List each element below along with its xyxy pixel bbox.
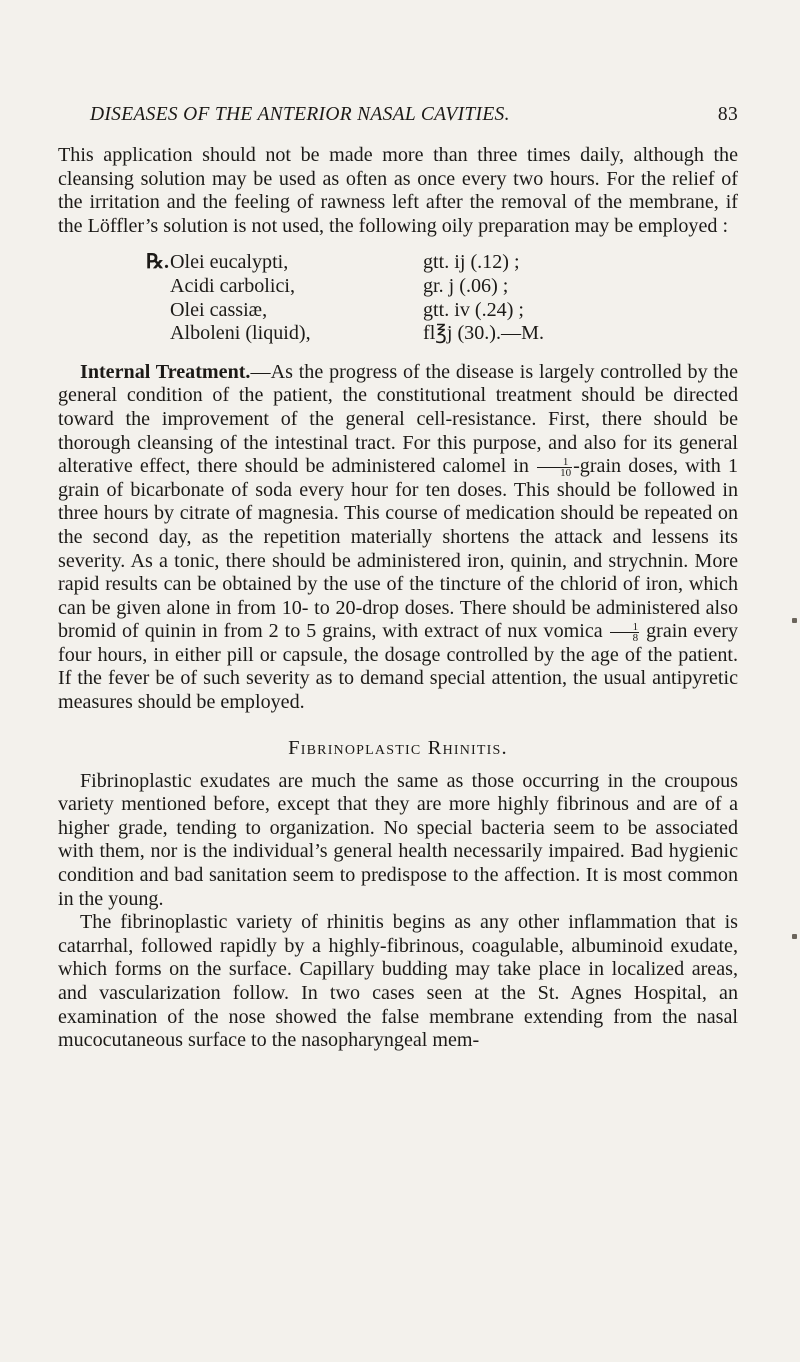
recipe-symbol: ℞. <box>146 251 170 274</box>
ingredient-quantity: gtt. iv (.24) ; <box>423 298 525 321</box>
ingredient-name: Olei cassiæ, <box>170 298 268 321</box>
page-number: 83 <box>717 104 738 125</box>
internal-treatment-heading: Internal Treatment. <box>80 360 251 383</box>
ingredient-name: Olei eucalypti, <box>170 251 289 274</box>
internal-treatment-text-2: -grain doses, with 1 grain of bicarbonate of soda every hour for ten doses. This should be followed in three hours by citrate of magnesia. This course of medication should be repeated on the second day, as the repetition materially shortens the attack and lessens its severity. As a tonic, there should be administered iron, quinin, and strychnin. More rapid results can be obtained by the use of the tincture of the chlorid of iron, which can be given alone in from 10- to 20-drop doses. There should be administered also bromid of quinin in from 2 to 5 grains, with extract of nux vomica <box>58 455 738 643</box>
page-edge-mark <box>792 618 797 623</box>
prescription-line <box>146 251 738 275</box>
section-heading: Fibrinoplastic Rhinitis. <box>288 736 508 759</box>
ingredient-quantity: gtt. ij (.12) ; <box>423 251 520 274</box>
prescription-line <box>146 275 738 299</box>
ingredient-name: Acidi carbolici, <box>170 274 295 297</box>
running-title: DISEASES OF THE ANTERIOR NASAL CAVITIES. <box>90 104 510 125</box>
fraction-one-eighth: $\frac{1}{8}$ <box>610 622 640 643</box>
ingredient-name: Alboleni (liquid), <box>170 322 311 345</box>
fraction-one-tenth: $\frac{1}{10}$ <box>537 457 572 478</box>
page-edge-mark <box>792 934 797 939</box>
internal-treatment-paragraph <box>58 361 738 715</box>
ingredient-quantity: gr. j (.06) ; <box>423 274 509 297</box>
prescription-line <box>146 299 738 323</box>
section-paragraph-1: Fibrinoplastic exudates are much the same as those occurring in the croupous variety mentioned before, except that they are more highly fibrinous and are of a higher grade, tending to organization. No special bacteria seem to be associated with them, nor is the individual’s general health necessarily impaired. Bad hygienic condition and bad sanitation seem to predispose to the affection. It is most common in the young. <box>58 769 738 910</box>
ingredient-quantity: fl℥j (30.).—M. <box>423 322 544 345</box>
internal-treatment-text-1: —As the progress of the disease is largely controlled by the general condition of the patient, the constitutional treatment should be directed toward the improvement of the general cell-resistance. First, there should be thorough cleansing of the intestinal tract. For this purpose, and also for its general alterative effect, there should be administered calomel in <box>58 360 738 478</box>
intro-paragraph: This application should not be made more than three times daily, although the cleansing solution may be used as often as once every two hours. For the relief of the irritation and the feeling of rawness left after the removal of the membrane, if the Löffler’s solution is not used, the following oily preparation may be employed : <box>58 144 738 237</box>
section-paragraph-2: The fibrinoplastic variety of rhinitis begins as any other inflammation that is catarrhal, followed rapidly by a highly-fibrinous, coagulable, albuminoid exudate, which forms on the surface. Capillary budding may take place in localized areas, and vascularization follow. In two cases seen at the St. Agnes Hospital, an examination of the nose showed the false membrane extending from the nasal mucocutaneous surface to the nasopharyngeal mem- <box>58 911 738 1052</box>
prescription <box>146 251 738 345</box>
internal-treatment-text-3: grain every four hours, in either pill or capsule, the dosage controlled by the age of the patient. If the fever be of such severity as to demand special attention, the usual antipyretic measures should be employed. <box>58 620 738 714</box>
prescription-line <box>146 322 738 346</box>
book-page <box>58 104 738 1053</box>
running-header <box>90 104 738 126</box>
